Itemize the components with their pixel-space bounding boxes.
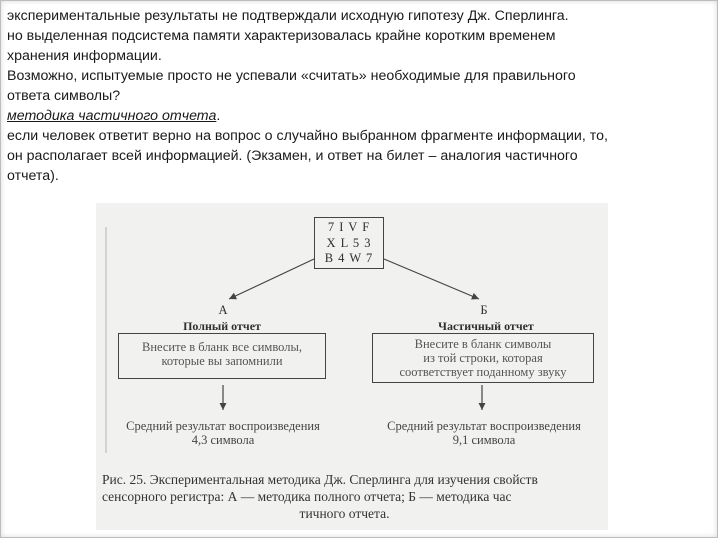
matrix-row: B 4 W 7 bbox=[324, 251, 374, 265]
text-line: но выделенная подсистема памяти характеризовалась крайне коротким временем bbox=[7, 28, 556, 44]
matrix-row: 7 I V F bbox=[327, 220, 371, 234]
caption-line: сенсорного регистра: А — методика полного отчета; Б — методика час bbox=[102, 489, 512, 504]
left-title: Полный отчет bbox=[183, 319, 261, 333]
text-line: отчета). bbox=[7, 168, 59, 184]
method-period: . bbox=[216, 108, 221, 124]
right-instruction-line: соответствует поданному звуку bbox=[399, 365, 567, 379]
text-line: хранения информации. bbox=[7, 48, 162, 64]
left-instruction-line: Внесите в бланк все символы, bbox=[141, 340, 303, 354]
right-branch-line bbox=[384, 259, 479, 299]
left-instruction-box bbox=[118, 333, 326, 379]
caption-line: тичного отчета. bbox=[299, 506, 390, 521]
left-result-line: Средний результат воспроизведения bbox=[126, 419, 320, 433]
text-line: Возможно, испытуемые просто не успевали «считать» необходимые для правильного bbox=[7, 68, 576, 84]
right-instruction-line: из той строки, которая bbox=[423, 351, 543, 365]
slide-text bbox=[7, 6, 715, 186]
right-title: Частичный отчет bbox=[438, 319, 534, 333]
text-line: если человек ответит верно на вопрос о случайно выбранном фрагменте информации, то, bbox=[7, 128, 608, 144]
right-result bbox=[374, 419, 594, 447]
left-branch-line bbox=[229, 259, 314, 299]
left-instruction-line: которые вы запомнили bbox=[161, 354, 283, 368]
right-letter: Б bbox=[480, 303, 488, 317]
left-result-value: 4,3 символа bbox=[191, 433, 255, 447]
figure-caption bbox=[102, 471, 607, 522]
text-line: экспериментальные результаты не подтверждали исходную гипотезу Дж. Сперлинга. bbox=[7, 8, 569, 24]
right-result-value: 9,1 символа bbox=[452, 433, 516, 447]
right-instruction-box bbox=[372, 333, 594, 383]
left-letter: А bbox=[218, 303, 228, 317]
text-line: он располагает всей информацией. (Экзамен, и ответ на билет – аналогия частичного bbox=[7, 148, 578, 164]
method-line bbox=[7, 106, 715, 126]
caption-line: Рис. 25. Экспериментальная методика Дж. Сперлинга для изучения свойств bbox=[102, 472, 538, 487]
matrix-row: X L 5 3 bbox=[326, 235, 372, 250]
left-result bbox=[118, 419, 328, 447]
right-instruction-line: Внесите в бланк символы bbox=[414, 337, 552, 351]
right-result-line: Средний результат воспроизведения bbox=[387, 419, 581, 433]
sperling-figure bbox=[96, 203, 608, 530]
method-term: методика частичного отчета bbox=[7, 108, 217, 124]
letter-matrix bbox=[314, 217, 384, 269]
text-line: ответа символы? bbox=[7, 88, 121, 104]
